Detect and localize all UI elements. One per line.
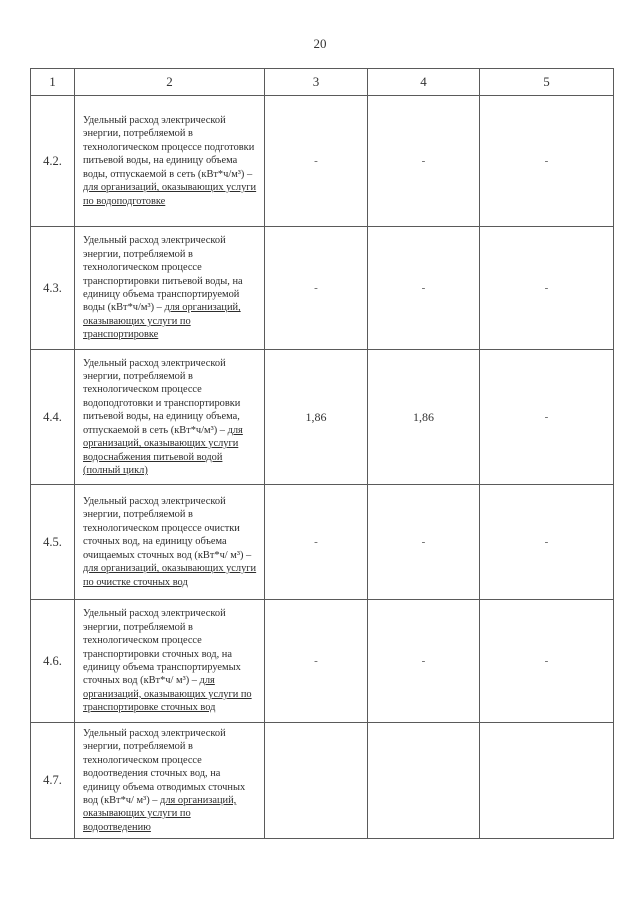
row-description: [75, 227, 265, 350]
description-text: Удельный расход электрической энергии, потребляемой в технологическом процессе подготовки питьевой воды, на единицу объема воды, отпускаемой в сеть (кВт*ч/м³) –: [83, 115, 255, 180]
cell-col4: -: [368, 227, 480, 350]
column-header-1: 1: [31, 69, 75, 96]
row-number: 4.2.: [31, 96, 75, 227]
description-underlined: для организаций, оказывающих услуги по транспортировке сточных вод: [83, 675, 252, 714]
table-row: [31, 96, 614, 227]
table-row: [31, 485, 614, 600]
description-underlined: для организаций, оказывающих услуги по транспортировке: [83, 302, 241, 341]
cell-col3: -: [265, 227, 368, 350]
cell-col5: [480, 723, 614, 839]
row-number: 4.3.: [31, 227, 75, 350]
cell-col5: -: [480, 227, 614, 350]
column-header-2: 2: [75, 69, 265, 96]
description-underlined: для организаций, оказывающих услуги водоснабжения питьевой водой (полный цикл): [83, 424, 243, 476]
description-text: Удельный расход электрической энергии, потребляемой в технологическом процессе очистки сточных вод, на единицу объема очищаемых сточных вод (кВт*ч/ м³) –: [83, 496, 252, 561]
table-row: [31, 227, 614, 350]
cell-col4: 1,86: [368, 350, 480, 485]
row-description: [75, 350, 265, 485]
row-description: [75, 723, 265, 839]
cell-col5: -: [480, 600, 614, 723]
cell-col5: -: [480, 485, 614, 600]
column-header-4: 4: [368, 69, 480, 96]
cell-col4: -: [368, 485, 480, 600]
table-row: [31, 723, 614, 839]
column-header-3: 3: [265, 69, 368, 96]
cell-col3: 1,86: [265, 350, 368, 485]
row-description: [75, 600, 265, 723]
cell-col4: -: [368, 96, 480, 227]
description-text: Удельный расход электрической энергии, потребляемой в технологическом процессе транспортировки сточных вод, на единицу объема транспортируемых сточных вод (кВт*ч/ м³) –: [83, 608, 241, 687]
cell-col3: [265, 723, 368, 839]
table-row: [31, 350, 614, 485]
cell-col3: -: [265, 600, 368, 723]
description-underlined: для организаций, оказывающих услуги по очистке сточных вод: [83, 563, 257, 588]
column-header-5: 5: [480, 69, 614, 96]
cell-col5: -: [480, 96, 614, 227]
description-underlined: для организаций, оказывающих услуги по водоотведению: [83, 794, 237, 833]
indicators-table: [30, 68, 614, 839]
cell-col4: [368, 723, 480, 839]
table-row: [31, 600, 614, 723]
row-number: 4.4.: [31, 350, 75, 485]
description-underlined: для организаций, оказывающих услуги по водоподготовке: [83, 182, 257, 207]
cell-col3: -: [265, 485, 368, 600]
cell-col4: -: [368, 600, 480, 723]
row-description: [75, 485, 265, 600]
table-header-row: [31, 69, 614, 96]
description-text: Удельный расход электрической энергии, потребляемой в технологическом процессе водоотведения сточных вод, на единицу объема отводимых сточных вод (кВт*ч/ м³) –: [83, 727, 246, 806]
cell-col3: -: [265, 96, 368, 227]
cell-col5: -: [480, 350, 614, 485]
description-text: Удельный расход электрической энергии, потребляемой в технологическом процессе водоподготовки и транспортировки питьевой воды, на единицу объема, отпускаемой в сеть (кВт*ч/м³) –: [83, 357, 241, 436]
row-description: [75, 96, 265, 227]
row-number: 4.6.: [31, 600, 75, 723]
row-number: 4.7.: [31, 723, 75, 839]
row-number: 4.5.: [31, 485, 75, 600]
description-text: Удельный расход электрической энергии, потребляемой в технологическом процессе транспортировки питьевой воды, на единицу объема транспортируемой воды (кВт*ч/м³) –: [83, 235, 243, 314]
page-number: 20: [313, 36, 327, 51]
